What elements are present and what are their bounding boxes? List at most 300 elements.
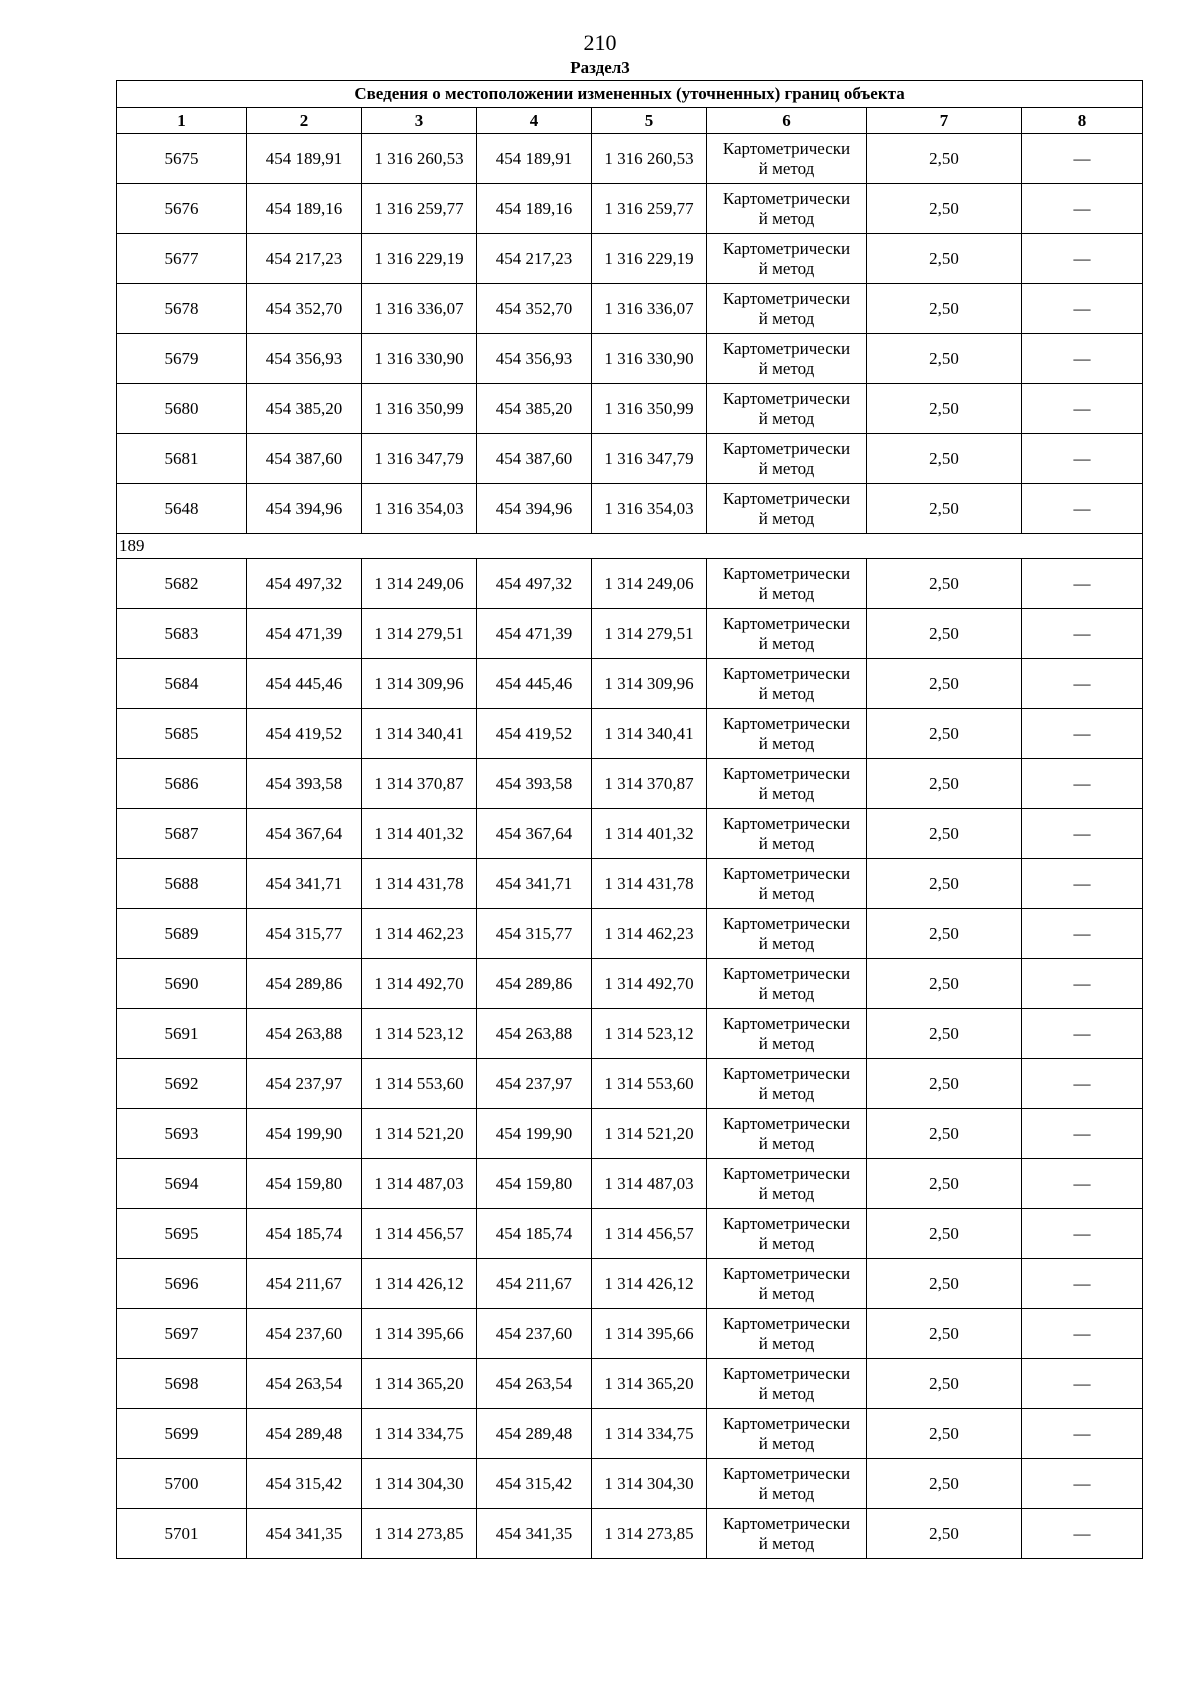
point-number-cell: 5699 <box>117 1409 247 1459</box>
method-line-1: Картометрически <box>722 1463 851 1483</box>
x-new-cell: 454 185,74 <box>477 1209 592 1259</box>
point-number-cell: 5675 <box>117 134 247 184</box>
description-cell: — <box>1022 859 1143 909</box>
method-line-1: Картометрически <box>722 1213 851 1233</box>
precision-cell: 2,50 <box>867 184 1022 234</box>
x-new-cell: 454 394,96 <box>477 484 592 534</box>
y-new-cell: 1 316 330,90 <box>592 334 707 384</box>
y-old-cell: 1 314 553,60 <box>362 1059 477 1109</box>
description-cell: — <box>1022 1059 1143 1109</box>
description-cell: — <box>1022 559 1143 609</box>
method-cell <box>707 1309 867 1359</box>
point-number-cell: 5681 <box>117 434 247 484</box>
method-line-2: й метод <box>758 583 815 603</box>
method-line-1: Картометрически <box>722 663 851 683</box>
x-new-cell: 454 189,16 <box>477 184 592 234</box>
description-cell: — <box>1022 1009 1143 1059</box>
point-number-cell: 5682 <box>117 559 247 609</box>
method-cell <box>707 1259 867 1309</box>
method-cell <box>707 334 867 384</box>
y-old-cell: 1 314 456,57 <box>362 1209 477 1259</box>
y-new-cell: 1 314 492,70 <box>592 959 707 1009</box>
table-row <box>117 1209 1143 1259</box>
x-old-cell: 454 315,77 <box>247 909 362 959</box>
description-cell: — <box>1022 284 1143 334</box>
x-old-cell: 454 419,52 <box>247 709 362 759</box>
description-cell: — <box>1022 1109 1143 1159</box>
table-row <box>117 659 1143 709</box>
method-cell <box>707 384 867 434</box>
point-number-cell: 5693 <box>117 1109 247 1159</box>
table-row <box>117 1259 1143 1309</box>
method-line-2: й метод <box>758 933 815 953</box>
column-header: 1 <box>117 108 247 134</box>
column-header: 2 <box>247 108 362 134</box>
description-cell: — <box>1022 234 1143 284</box>
x-old-cell: 454 367,64 <box>247 809 362 859</box>
table-row <box>117 1459 1143 1509</box>
precision-cell: 2,50 <box>867 384 1022 434</box>
table-caption-row <box>117 81 1143 108</box>
column-header: 6 <box>707 108 867 134</box>
x-old-cell: 454 159,80 <box>247 1159 362 1209</box>
table-row <box>117 384 1143 434</box>
y-new-cell: 1 314 340,41 <box>592 709 707 759</box>
method-line-1: Картометрически <box>722 388 851 408</box>
y-old-cell: 1 314 370,87 <box>362 759 477 809</box>
point-number-cell: 5680 <box>117 384 247 434</box>
method-cell <box>707 959 867 1009</box>
table-row <box>117 1059 1143 1109</box>
x-new-cell: 454 199,90 <box>477 1109 592 1159</box>
table-body <box>117 134 1143 1559</box>
x-old-cell: 454 185,74 <box>247 1209 362 1259</box>
precision-cell: 2,50 <box>867 234 1022 284</box>
y-old-cell: 1 314 304,30 <box>362 1459 477 1509</box>
method-line-1: Картометрически <box>722 1263 851 1283</box>
y-new-cell: 1 316 350,99 <box>592 384 707 434</box>
method-line-2: й метод <box>758 983 815 1003</box>
point-number-cell: 5691 <box>117 1009 247 1059</box>
table-row <box>117 609 1143 659</box>
description-cell: — <box>1022 1359 1143 1409</box>
y-old-cell: 1 314 431,78 <box>362 859 477 909</box>
precision-cell: 2,50 <box>867 1509 1022 1559</box>
y-new-cell: 1 314 370,87 <box>592 759 707 809</box>
point-number-cell: 5701 <box>117 1509 247 1559</box>
table-row <box>117 809 1143 859</box>
precision-cell: 2,50 <box>867 809 1022 859</box>
precision-cell: 2,50 <box>867 1109 1022 1159</box>
method-line-1: Картометрически <box>722 1113 851 1133</box>
y-new-cell: 1 314 523,12 <box>592 1009 707 1059</box>
precision-cell: 2,50 <box>867 1309 1022 1359</box>
x-new-cell: 454 217,23 <box>477 234 592 284</box>
x-old-cell: 454 393,58 <box>247 759 362 809</box>
method-line-1: Картометрически <box>722 863 851 883</box>
method-cell <box>707 434 867 484</box>
y-old-cell: 1 314 523,12 <box>362 1009 477 1059</box>
table-row <box>117 1309 1143 1359</box>
method-line-1: Картометрически <box>722 188 851 208</box>
method-line-2: й метод <box>758 1033 815 1053</box>
precision-cell: 2,50 <box>867 1159 1022 1209</box>
method-line-2: й метод <box>758 1333 815 1353</box>
method-line-2: й метод <box>758 1183 815 1203</box>
x-new-cell: 454 159,80 <box>477 1159 592 1209</box>
x-new-cell: 454 315,42 <box>477 1459 592 1509</box>
method-line-2: й метод <box>758 1383 815 1403</box>
x-old-cell: 454 385,20 <box>247 384 362 434</box>
y-new-cell: 1 314 279,51 <box>592 609 707 659</box>
method-line-1: Картометрически <box>722 438 851 458</box>
method-cell <box>707 859 867 909</box>
point-number-cell: 5696 <box>117 1259 247 1309</box>
point-number-cell: 5697 <box>117 1309 247 1359</box>
method-cell <box>707 1059 867 1109</box>
y-new-cell: 1 316 229,19 <box>592 234 707 284</box>
y-old-cell: 1 314 487,03 <box>362 1159 477 1209</box>
y-new-cell: 1 314 401,32 <box>592 809 707 859</box>
x-new-cell: 454 189,91 <box>477 134 592 184</box>
x-new-cell: 454 211,67 <box>477 1259 592 1309</box>
precision-cell: 2,50 <box>867 559 1022 609</box>
method-line-2: й метод <box>758 1483 815 1503</box>
x-new-cell: 454 289,86 <box>477 959 592 1009</box>
y-new-cell: 1 314 309,96 <box>592 659 707 709</box>
group-label: 189 <box>117 534 1143 559</box>
y-old-cell: 1 316 260,53 <box>362 134 477 184</box>
method-line-1: Картометрически <box>722 563 851 583</box>
table-row <box>117 184 1143 234</box>
x-old-cell: 454 289,48 <box>247 1409 362 1459</box>
precision-cell: 2,50 <box>867 484 1022 534</box>
y-old-cell: 1 314 521,20 <box>362 1109 477 1159</box>
precision-cell: 2,50 <box>867 1359 1022 1409</box>
description-cell: — <box>1022 909 1143 959</box>
y-old-cell: 1 316 229,19 <box>362 234 477 284</box>
table-row <box>117 1159 1143 1209</box>
precision-cell: 2,50 <box>867 709 1022 759</box>
x-new-cell: 454 393,58 <box>477 759 592 809</box>
description-cell: — <box>1022 1159 1143 1209</box>
method-line-1: Картометрически <box>722 488 851 508</box>
x-old-cell: 454 217,23 <box>247 234 362 284</box>
table-row <box>117 759 1143 809</box>
y-new-cell: 1 314 553,60 <box>592 1059 707 1109</box>
x-old-cell: 454 237,97 <box>247 1059 362 1109</box>
method-line-2: й метод <box>758 1133 815 1153</box>
method-line-1: Картометрически <box>722 1013 851 1033</box>
table-row <box>117 434 1143 484</box>
table-row <box>117 559 1143 609</box>
method-line-2: й метод <box>758 358 815 378</box>
point-number-cell: 5694 <box>117 1159 247 1209</box>
method-line-2: й метод <box>758 258 815 278</box>
point-number-cell: 5692 <box>117 1059 247 1109</box>
method-line-1: Картометрически <box>722 713 851 733</box>
description-cell: — <box>1022 184 1143 234</box>
y-old-cell: 1 316 347,79 <box>362 434 477 484</box>
column-header: 3 <box>362 108 477 134</box>
precision-cell: 2,50 <box>867 1009 1022 1059</box>
method-line-1: Картометрически <box>722 238 851 258</box>
method-line-2: й метод <box>758 1083 815 1103</box>
method-cell <box>707 134 867 184</box>
y-old-cell: 1 314 395,66 <box>362 1309 477 1359</box>
x-old-cell: 454 445,46 <box>247 659 362 709</box>
point-number-cell: 5689 <box>117 909 247 959</box>
method-cell <box>707 184 867 234</box>
y-new-cell: 1 314 487,03 <box>592 1159 707 1209</box>
precision-cell: 2,50 <box>867 909 1022 959</box>
method-line-1: Картометрически <box>722 138 851 158</box>
description-cell: — <box>1022 434 1143 484</box>
column-header: 4 <box>477 108 592 134</box>
y-old-cell: 1 314 273,85 <box>362 1509 477 1559</box>
x-old-cell: 454 341,35 <box>247 1509 362 1559</box>
method-cell <box>707 909 867 959</box>
precision-cell: 2,50 <box>867 659 1022 709</box>
description-cell: — <box>1022 959 1143 1009</box>
point-number-cell: 5677 <box>117 234 247 284</box>
x-new-cell: 454 315,77 <box>477 909 592 959</box>
x-new-cell: 454 419,52 <box>477 709 592 759</box>
method-line-1: Картометрически <box>722 1063 851 1083</box>
point-number-cell: 5678 <box>117 284 247 334</box>
precision-cell: 2,50 <box>867 1209 1022 1259</box>
point-number-cell: 5648 <box>117 484 247 534</box>
x-old-cell: 454 237,60 <box>247 1309 362 1359</box>
method-cell <box>707 659 867 709</box>
method-line-1: Картометрически <box>722 763 851 783</box>
point-number-cell: 5679 <box>117 334 247 384</box>
y-new-cell: 1 314 365,20 <box>592 1359 707 1409</box>
y-old-cell: 1 314 249,06 <box>362 559 477 609</box>
method-line-2: й метод <box>758 633 815 653</box>
y-new-cell: 1 316 260,53 <box>592 134 707 184</box>
x-old-cell: 454 352,70 <box>247 284 362 334</box>
x-old-cell: 454 263,88 <box>247 1009 362 1059</box>
x-new-cell: 454 237,60 <box>477 1309 592 1359</box>
y-old-cell: 1 316 350,99 <box>362 384 477 434</box>
y-old-cell: 1 314 462,23 <box>362 909 477 959</box>
method-line-1: Картометрически <box>722 338 851 358</box>
point-number-cell: 5695 <box>117 1209 247 1259</box>
x-old-cell: 454 341,71 <box>247 859 362 909</box>
y-new-cell: 1 314 426,12 <box>592 1259 707 1309</box>
description-cell: — <box>1022 1509 1143 1559</box>
y-new-cell: 1 314 521,20 <box>592 1109 707 1159</box>
description-cell: — <box>1022 709 1143 759</box>
method-line-2: й метод <box>758 733 815 753</box>
x-new-cell: 454 471,39 <box>477 609 592 659</box>
point-number-cell: 5676 <box>117 184 247 234</box>
precision-cell: 2,50 <box>867 859 1022 909</box>
table-row <box>117 284 1143 334</box>
column-header: 8 <box>1022 108 1143 134</box>
y-new-cell: 1 314 249,06 <box>592 559 707 609</box>
precision-cell: 2,50 <box>867 609 1022 659</box>
method-cell <box>707 234 867 284</box>
y-old-cell: 1 314 334,75 <box>362 1409 477 1459</box>
method-line-1: Картометрически <box>722 813 851 833</box>
description-cell: — <box>1022 1259 1143 1309</box>
table-row <box>117 1409 1143 1459</box>
boundary-table <box>116 80 1143 1559</box>
table-row <box>117 959 1143 1009</box>
x-old-cell: 454 189,16 <box>247 184 362 234</box>
point-number-cell: 5685 <box>117 709 247 759</box>
method-line-2: й метод <box>758 1283 815 1303</box>
method-cell <box>707 1159 867 1209</box>
x-old-cell: 454 497,32 <box>247 559 362 609</box>
description-cell: — <box>1022 1209 1143 1259</box>
y-new-cell: 1 316 354,03 <box>592 484 707 534</box>
x-new-cell: 454 352,70 <box>477 284 592 334</box>
x-new-cell: 454 237,97 <box>477 1059 592 1109</box>
y-old-cell: 1 314 340,41 <box>362 709 477 759</box>
precision-cell: 2,50 <box>867 1409 1022 1459</box>
x-new-cell: 454 263,88 <box>477 1009 592 1059</box>
description-cell: — <box>1022 659 1143 709</box>
y-old-cell: 1 314 309,96 <box>362 659 477 709</box>
method-cell <box>707 1409 867 1459</box>
x-old-cell: 454 356,93 <box>247 334 362 384</box>
method-line-2: й метод <box>758 208 815 228</box>
point-number-cell: 5687 <box>117 809 247 859</box>
column-header-row <box>117 108 1143 134</box>
x-new-cell: 454 387,60 <box>477 434 592 484</box>
method-line-2: й метод <box>758 783 815 803</box>
method-line-2: й метод <box>758 833 815 853</box>
method-line-2: й метод <box>758 1433 815 1453</box>
method-line-1: Картометрически <box>722 1163 851 1183</box>
method-cell <box>707 484 867 534</box>
y-new-cell: 1 314 304,30 <box>592 1459 707 1509</box>
point-number-cell: 5686 <box>117 759 247 809</box>
method-cell <box>707 759 867 809</box>
method-line-1: Картометрически <box>722 1413 851 1433</box>
method-line-2: й метод <box>758 408 815 428</box>
description-cell: — <box>1022 384 1143 434</box>
section-title: Раздел3 <box>570 58 630 77</box>
method-line-1: Картометрически <box>722 613 851 633</box>
x-old-cell: 454 394,96 <box>247 484 362 534</box>
precision-cell: 2,50 <box>867 434 1022 484</box>
y-old-cell: 1 314 492,70 <box>362 959 477 1009</box>
method-cell <box>707 284 867 334</box>
table-row <box>117 134 1143 184</box>
y-new-cell: 1 314 395,66 <box>592 1309 707 1359</box>
method-cell <box>707 1509 867 1559</box>
y-new-cell: 1 316 336,07 <box>592 284 707 334</box>
description-cell: — <box>1022 484 1143 534</box>
x-old-cell: 454 199,90 <box>247 1109 362 1159</box>
point-number-cell: 5690 <box>117 959 247 1009</box>
description-cell: — <box>1022 609 1143 659</box>
table-row <box>117 334 1143 384</box>
method-line-2: й метод <box>758 1533 815 1553</box>
y-new-cell: 1 314 431,78 <box>592 859 707 909</box>
method-cell <box>707 609 867 659</box>
description-cell: — <box>1022 1309 1143 1359</box>
method-cell <box>707 1359 867 1409</box>
table-row <box>117 709 1143 759</box>
precision-cell: 2,50 <box>867 284 1022 334</box>
x-old-cell: 454 315,42 <box>247 1459 362 1509</box>
column-header: 5 <box>592 108 707 134</box>
method-line-1: Картометрически <box>722 1513 851 1533</box>
method-cell <box>707 809 867 859</box>
table-row <box>117 1109 1143 1159</box>
point-number-cell: 5688 <box>117 859 247 909</box>
x-new-cell: 454 341,71 <box>477 859 592 909</box>
table-row <box>117 1509 1143 1559</box>
table-row <box>117 909 1143 959</box>
method-line-1: Картометрически <box>722 288 851 308</box>
y-old-cell: 1 314 426,12 <box>362 1259 477 1309</box>
y-old-cell: 1 316 259,77 <box>362 184 477 234</box>
x-new-cell: 454 367,64 <box>477 809 592 859</box>
table-row <box>117 234 1143 284</box>
y-old-cell: 1 314 279,51 <box>362 609 477 659</box>
method-line-1: Картометрически <box>722 1363 851 1383</box>
precision-cell: 2,50 <box>867 1259 1022 1309</box>
description-cell: — <box>1022 1459 1143 1509</box>
method-line-2: й метод <box>758 883 815 903</box>
x-old-cell: 454 211,67 <box>247 1259 362 1309</box>
method-cell <box>707 1459 867 1509</box>
y-old-cell: 1 316 330,90 <box>362 334 477 384</box>
table-row <box>117 1359 1143 1409</box>
method-cell <box>707 1009 867 1059</box>
column-header: 7 <box>867 108 1022 134</box>
y-old-cell: 1 316 354,03 <box>362 484 477 534</box>
method-line-2: й метод <box>758 683 815 703</box>
point-number-cell: 5684 <box>117 659 247 709</box>
table-row <box>117 484 1143 534</box>
x-new-cell: 454 497,32 <box>477 559 592 609</box>
precision-cell: 2,50 <box>867 334 1022 384</box>
x-old-cell: 454 387,60 <box>247 434 362 484</box>
method-line-2: й метод <box>758 1233 815 1253</box>
description-cell: — <box>1022 759 1143 809</box>
description-cell: — <box>1022 334 1143 384</box>
y-old-cell: 1 314 401,32 <box>362 809 477 859</box>
y-old-cell: 1 314 365,20 <box>362 1359 477 1409</box>
method-line-2: й метод <box>758 308 815 328</box>
method-line-1: Картометрически <box>722 963 851 983</box>
y-old-cell: 1 316 336,07 <box>362 284 477 334</box>
method-line-2: й метод <box>758 158 815 178</box>
x-new-cell: 454 385,20 <box>477 384 592 434</box>
point-number-cell: 5683 <box>117 609 247 659</box>
table-caption: Сведения о местоположении измененных (уточненных) границ объекта <box>117 81 1143 108</box>
x-old-cell: 454 263,54 <box>247 1359 362 1409</box>
method-cell <box>707 709 867 759</box>
method-cell <box>707 559 867 609</box>
table-row <box>117 1009 1143 1059</box>
x-new-cell: 454 263,54 <box>477 1359 592 1409</box>
y-new-cell: 1 314 334,75 <box>592 1409 707 1459</box>
precision-cell: 2,50 <box>867 1059 1022 1109</box>
point-number-cell: 5700 <box>117 1459 247 1509</box>
precision-cell: 2,50 <box>867 1459 1022 1509</box>
method-line-2: й метод <box>758 508 815 528</box>
method-line-1: Картометрически <box>722 913 851 933</box>
page-number: 210 <box>583 30 617 55</box>
